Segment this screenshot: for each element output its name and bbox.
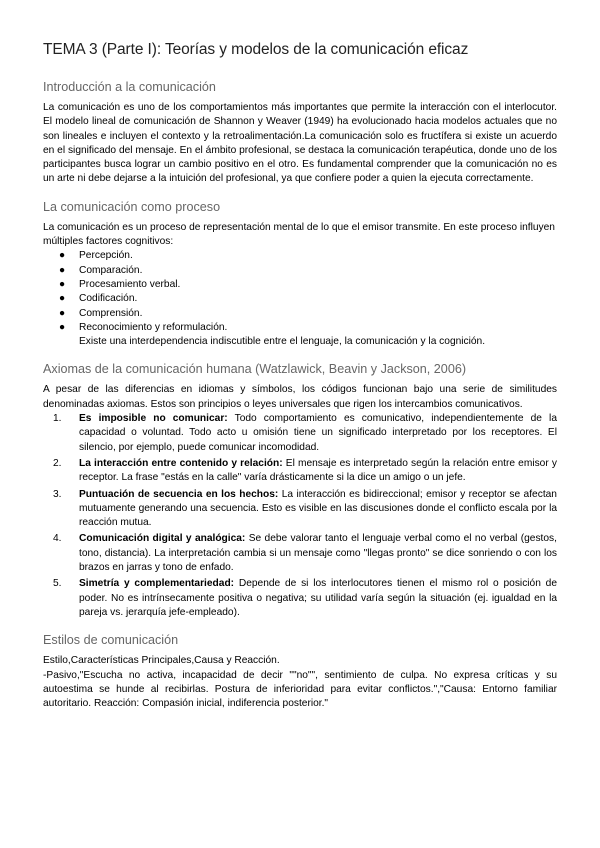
intro-paragraph: La comunicación es uno de los comportamientos más importantes que permite la interacción con el interlocutor. El modelo lineal de comunicación de Shannon y Weaver (1949) ha evolucionado hacia modelos actuales que no son lineales e incluyen el contexto y la retroalimentación.La comunicación solo es fructífera si existe un acuerdo en el significado del mensaje. En el ámbito profesional, se destaca la comunicación terapéutica, donde uno de los participantes busca lograr un cambio positivo en el otro. Es fundamental comprender que la comunicación no es un arte ni debe dejarse a la intuición del profesional, ya que confiere poder a quien la ejecuta correctamente. [43,102,557,185]
list-item [43,577,557,620]
list-item [43,532,557,575]
list-item [43,488,557,531]
process-closing: Existe una interdependencia indiscutible entre el lenguaje, la comunicación y la cognición. [79,336,486,348]
axiom-term: Comunicación digital y analógica: [79,533,246,545]
section-process [43,200,557,350]
section-axioms [43,362,557,620]
styles-header-line: Estilo,Características Principales,Causa y Reacción. [43,655,280,667]
axioms-paragraph: A pesar de las diferencias en idiomas y símbolos, los códigos funcionan bajo una serie de similitudes denominadas axiomas. Estos son principios o leyes universales que rigen los intercambios comunicativos. [43,384,557,410]
bullet-icon: ● [59,307,66,319]
axiom-text: Se debe valorar tanto el lenguaje verbal como el no verbal (gestos, tono, distancia). La interpretación cambia si un mensaje como "llegas pronto" se dice sonriendo o con los brazos en jarras y tono de enfado. [79,533,557,574]
axiom-term: Simetría y complementariedad: [79,578,235,590]
bullet-icon: ● [59,321,66,333]
section-heading-intro: Introducción a la comunicación [43,80,216,94]
document-title: TEMA 3 (Parte I): Teorías y modelos de la comunicación eficaz [43,41,469,58]
list-item: ● Procesamiento verbal. [43,278,557,292]
list-item [43,412,557,455]
styles-passive-line: -Pasivo,"Escucha no activa, incapacidad de decir ""no"", sentimiento de culpa. No expresa críticas y su autoestima se hunde al recibirlas. Postura de inferioridad para evitar conflictos.","Causa: Entorno familiar autoritario. Reacción: Compasión inicial, indiferencia posterior." [43,669,557,710]
list-item: ● Comparación. [43,264,557,278]
axiom-text: La interacción es bidireccional; emisor y receptor se afectan mutuamente generando una secuencia. Esto es visible en las discusiones donde el conflicto escala por la reacción mutua. [79,488,557,529]
axiom-term: La interacción entre contenido y relación: [79,457,283,469]
list-item: ● Percepción. [43,249,557,263]
axiom-text: Todo comportamiento es comunicativo, independientemente de la capacidad o voluntad. Todo acto u omisión tiene un significado interpretado por los receptores. El silencio, por ejemplo, puede comunicar incomodidad. [79,413,557,453]
section-heading-process: La comunicación como proceso [43,199,221,214]
bullet-icon: ● [59,293,66,305]
process-paragraph: La comunicación es un proceso de representación mental de lo que el emisor transmite. En este proceso influyen múltiples factores cognitivos: [43,221,555,248]
item-number: 5. [53,578,62,590]
axioms-list [43,412,557,620]
bullet-icon: ● [59,278,66,290]
list-item: ● Reconocimiento y reformulación. [43,321,557,335]
section-styles [43,633,557,711]
list-item: ● Comprensión. [43,307,557,321]
item-number: 1. [53,413,62,425]
axiom-term: Puntuación de secuencia en los hechos: [79,488,279,500]
axiom-text: El mensaje es interpretado según la relación entre emisor y receptor. La frase "estás en la calle" varía drásticamente si la dice un amigo o un jefe. [79,457,557,484]
item-number: 4. [53,533,62,545]
cognitive-factors-list [43,249,557,335]
list-item [43,457,557,486]
section-intro [43,80,557,187]
axiom-text: Depende de si los interlocutores tienen el mismo rol o posición de poder. No es intrínsecamente positiva o negativa; su utilidad varía según la situación (ej. igualdad en la pareja vs. jerarquía jefe-empleado). [79,578,557,618]
section-heading-styles: Estilos de comunicación [43,633,179,648]
list-item: ● Codificación. [43,292,557,306]
section-heading-axioms: Axiomas de la comunicación humana (Watzlawick, Beavin y Jackson, 2006) [43,362,467,377]
bullet-icon: ● [59,250,66,262]
axiom-term: Es imposible no comunicar: [79,413,228,425]
item-number: 2. [53,457,62,469]
item-number: 3. [53,488,62,500]
bullet-icon: ● [59,264,66,276]
